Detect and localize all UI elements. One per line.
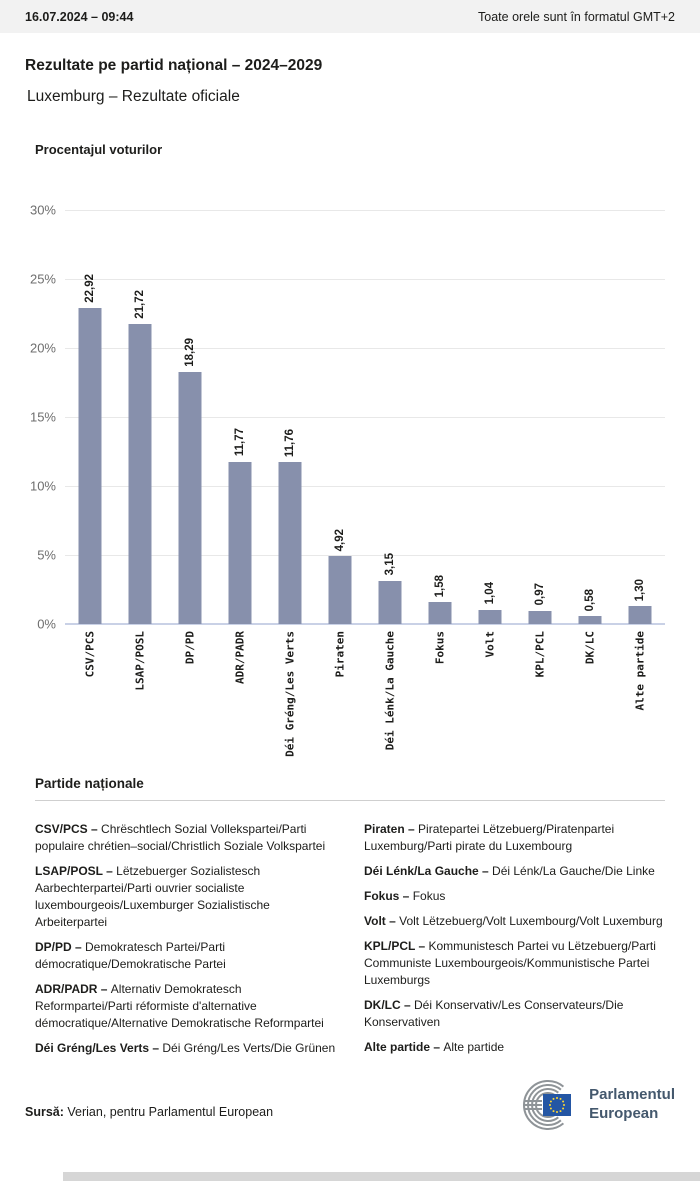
bar-CSV/PCS: [79, 308, 102, 624]
party-code: Alte partide –: [364, 1040, 444, 1054]
party-description: Déi Gréng/Les Verts/Die Grünen: [162, 1041, 336, 1055]
y-tick-label: 30%: [29, 202, 56, 218]
x-axis-labels: [65, 624, 665, 759]
y-tick-label: 20%: [29, 340, 56, 356]
x-label-slot: [215, 624, 265, 759]
x-tick-label: Volt: [483, 631, 497, 658]
parties-column-right: [364, 821, 665, 1065]
party-code: Fokus –: [364, 889, 413, 903]
party-definition: [364, 997, 665, 1031]
party-code: Déi Lénk/La Gauche –: [364, 864, 493, 878]
x-label-slot: [565, 624, 615, 759]
bar-ADR/PADR: [229, 462, 252, 624]
party-definition: [35, 863, 336, 931]
bar-value-label: 1,04: [484, 582, 496, 605]
source-note: [25, 1105, 273, 1119]
bar-value-label: 11,76: [284, 428, 296, 457]
parties-section: [35, 776, 665, 1065]
x-label-slot: [315, 624, 365, 759]
x-tick-label: Déi Lénk/La Gauche: [383, 631, 397, 751]
bar-slot: [615, 210, 665, 624]
party-description: Déi Konservativ/Les Conservateurs/Die Konservativen: [364, 998, 624, 1029]
x-tick-label: Alte partide: [633, 631, 647, 711]
bar-value-label: 0,58: [584, 588, 596, 611]
y-tick-label: 15%: [29, 409, 56, 425]
x-tick-label: Piraten: [333, 631, 347, 678]
bar-slot: [215, 210, 265, 624]
party-definition: [364, 863, 665, 880]
bar-Volt: [479, 610, 502, 624]
bar-slot: [315, 210, 365, 624]
party-description: Piratepartei Lëtzebuerg/Piratenpartei Luxemburg/Parti pirate du Luxembourg: [364, 822, 615, 853]
party-description: Alternativ Demokratesch Reformpartei/Parti réformiste d'alternative démocratique/Alternative Demokratische Reformpartei: [35, 982, 324, 1030]
x-tick-label: LSAP/POSL: [133, 631, 147, 691]
x-label-slot: [365, 624, 415, 759]
bar-Déi Lénk/La Gauche: [379, 581, 402, 624]
bar-value-label: 22,92: [84, 273, 96, 303]
x-label-slot: [515, 624, 565, 759]
bar-value-label: 21,72: [134, 290, 146, 320]
header-timezone-note: Toate orele sunt în formatul GMT+2: [478, 9, 675, 24]
bar-value-label: 1,30: [634, 578, 646, 602]
x-tick-label: CSV/PCS: [83, 631, 97, 678]
x-tick-label: Déi Gréng/Les Verts: [283, 631, 297, 757]
bar-LSAP/POSL: [129, 324, 152, 624]
party-description: Déi Lénk/La Gauche/Die Linke: [492, 864, 655, 878]
parties-column-left: [35, 821, 336, 1065]
party-code: Déi Gréng/Les Verts –: [35, 1041, 163, 1055]
x-label-slot: [465, 624, 515, 759]
x-label-slot: [115, 624, 165, 759]
bar-value-label: 4,92: [334, 528, 346, 552]
page-subtitle: Luxemburg – Rezultate oficiale: [27, 88, 240, 105]
party-code: Piraten –: [364, 822, 419, 836]
logo-text-line1: Parlamentul: [589, 1086, 675, 1104]
bar-value-label: 18,29: [184, 337, 196, 367]
bar-KPL/PCL: [529, 611, 552, 624]
x-tick-label: ADR/PADR: [233, 631, 247, 684]
bar-slot: [515, 210, 565, 624]
page-footer: [25, 1079, 675, 1131]
party-definition: [364, 938, 665, 989]
bar-DP/PD: [179, 372, 202, 624]
bar-Déi Gréng/Les Verts: [279, 462, 302, 624]
parties-heading: Partide naționale: [35, 776, 144, 791]
bar-Alte partide: [629, 606, 652, 624]
x-tick-label: DK/LC: [583, 631, 597, 665]
x-label-slot: [65, 624, 115, 759]
party-code: DK/LC –: [364, 998, 415, 1012]
logo-text-line2: European: [589, 1105, 659, 1122]
party-code: LSAP/POSL –: [35, 864, 117, 878]
y-tick-label: 5%: [37, 547, 56, 563]
party-definition: [35, 981, 336, 1032]
party-description: Kommunistesch Partei vu Lëtzebuerg/Parti Communiste Luxembourgeois/Kommunistische Partei Luxemburgs: [364, 939, 656, 987]
party-description: Demokratesch Partei/Parti démocratique/Demokratische Partei: [35, 940, 226, 971]
bar-Piraten: [329, 556, 352, 624]
bar-slot: [565, 210, 615, 624]
party-description: Lëtzebuerger Sozialistesch Aarbechterpartei/Parti ouvrier socialiste luxembourgeois/Luxemburger Sozialistische Arbeiterpartei: [35, 864, 270, 929]
bar-value-label: 1,58: [434, 574, 446, 598]
bar-slot: [465, 210, 515, 624]
bar-slot: [65, 210, 115, 624]
party-description: Fokus: [412, 889, 446, 903]
x-label-slot: [265, 624, 315, 759]
bar-slot: [115, 210, 165, 624]
party-definition: [35, 821, 336, 855]
bar-value-label: 0,97: [534, 583, 546, 606]
party-code: Volt –: [364, 914, 400, 928]
bar-value-label: 11,77: [234, 428, 246, 457]
parties-divider: [35, 800, 665, 801]
header-bar: [0, 0, 700, 33]
bar-slot: [265, 210, 315, 624]
source-label: Sursă:: [25, 1105, 64, 1119]
logo-text: [589, 1086, 675, 1124]
party-code: CSV/PCS –: [35, 822, 102, 836]
bar-Fokus: [429, 602, 452, 624]
bar-value-label: 3,15: [384, 553, 396, 576]
header-datetime: 16.07.2024 – 09:44: [25, 9, 134, 24]
party-code: ADR/PADR –: [35, 982, 111, 996]
party-description: Volt Lëtzebuerg/Volt Luxembourg/Volt Luxemburg: [399, 914, 663, 928]
x-tick-label: DP/PD: [183, 631, 197, 665]
party-description: Alte partide: [443, 1040, 505, 1054]
source-text: Verian, pentru Parlamentul European: [63, 1105, 274, 1119]
y-tick-label: 10%: [29, 478, 56, 494]
bar-slot: [365, 210, 415, 624]
hemicycle-icon: [515, 1079, 581, 1131]
party-description: Chrëschtlech Sozial Vollekspartei/Parti populaire chrétien–social/Christlich Soziale Volkspartei: [35, 822, 326, 853]
party-code: DP/PD –: [35, 940, 86, 954]
x-label-slot: [415, 624, 465, 759]
party-definition: [35, 939, 336, 973]
party-definition: [364, 913, 665, 930]
y-tick-label: 0%: [37, 616, 56, 632]
bar-slot: [415, 210, 465, 624]
bottom-scroll-track: [63, 1172, 700, 1181]
party-definition: [364, 1039, 665, 1056]
plot-area: [29, 202, 665, 632]
bars-container: [65, 210, 665, 624]
x-label-slot: [165, 624, 215, 759]
chart-title: Procentajul voturilor: [35, 142, 163, 157]
page-title: Rezultate pe partid național – 2024–2029: [25, 57, 323, 74]
y-tick-label: 25%: [29, 271, 56, 287]
x-tick-label: KPL/PCL: [533, 631, 547, 678]
party-definition: [364, 888, 665, 905]
bar-DK/LC: [579, 616, 602, 624]
party-definition: [35, 1040, 336, 1057]
x-tick-label: Fokus: [433, 631, 447, 665]
party-code: KPL/PCL –: [364, 939, 429, 953]
x-label-slot: [615, 624, 665, 759]
bar-slot: [165, 210, 215, 624]
party-definition: [364, 821, 665, 855]
european-parliament-logo: [515, 1079, 675, 1131]
